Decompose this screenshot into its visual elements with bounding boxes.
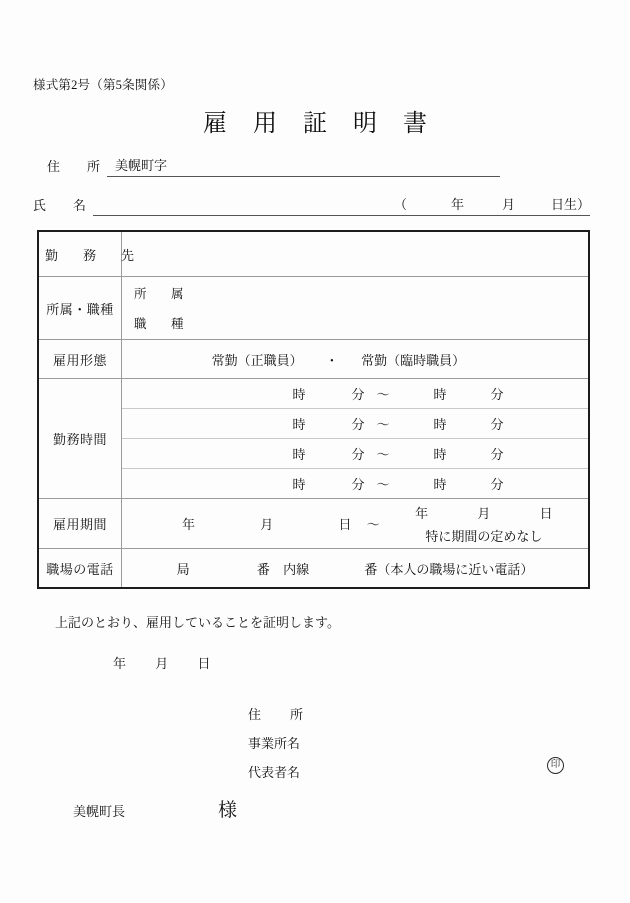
signing-date-year-label: 年 [113, 656, 127, 671]
sub-label-jobtype: 職 種 [134, 317, 190, 331]
hours-start-minute-label: 分 [351, 387, 365, 402]
employment-type-options [212, 350, 499, 369]
signature-representative-label: 代表者名 [248, 765, 301, 780]
hours-tilde: 〜 [376, 387, 390, 402]
row-label-workplace-phone: 職場の電話 [38, 549, 122, 589]
period-end-date-line [380, 503, 588, 526]
signing-date-day-label: 日 [197, 656, 211, 671]
working-hours-line-4[interactable] [122, 469, 588, 498]
row-value-department-jobtype[interactable] [122, 277, 590, 340]
addressee-title: 美幌町長 [73, 804, 126, 819]
birthdate-open-paren: （ [393, 197, 407, 212]
address-field-row [47, 155, 500, 177]
hours-tilde: 〜 [376, 477, 390, 492]
signature-office-row[interactable] [248, 728, 311, 757]
period-start-day-label: 日 [338, 517, 352, 532]
name-label: 氏 名 [33, 198, 94, 213]
table-row-employment-period [38, 499, 589, 549]
period-end-day-label: 日 [539, 505, 553, 521]
signature-address-label: 住 所 [248, 707, 312, 722]
hours-end-minute-label: 分 [490, 447, 504, 462]
period-group [122, 500, 588, 548]
working-hours-line-1[interactable] [122, 379, 588, 409]
working-hours-line-3[interactable] [122, 439, 588, 469]
hours-end-hour-label: 時 [433, 477, 447, 492]
employment-option-temporary[interactable]: 常勤（臨時職員） [361, 352, 466, 368]
employment-option-regular[interactable]: 常勤（正職員） [211, 352, 303, 368]
period-end-group [380, 503, 588, 545]
form-number: 様式第2号（第5条関係） [33, 78, 173, 92]
table-row-working-hours [38, 379, 589, 499]
birthdate-month-label: 月 [501, 197, 515, 212]
hours-end-minute-label: 分 [490, 387, 504, 402]
hours-start-minute-label: 分 [351, 417, 365, 432]
signing-date-month-label: 月 [155, 656, 169, 671]
period-tilde: 〜 [366, 517, 380, 532]
hours-end-hour-label: 時 [433, 417, 447, 432]
row-label-employment-type: 雇用形態 [38, 340, 122, 379]
addressee-row [73, 795, 237, 822]
signature-representative-row[interactable] [248, 757, 311, 786]
phone-exchange-label: 局 [176, 561, 190, 577]
birthdate-day-label: 日生） [550, 197, 590, 212]
row-value-employment-type[interactable] [122, 340, 590, 379]
signature-office-label: 事業所名 [248, 736, 301, 751]
hours-start-hour-label: 時 [292, 447, 306, 462]
signature-address-row[interactable] [248, 699, 311, 728]
table-row-workplace [38, 231, 589, 277]
hours-tilde: 〜 [376, 417, 390, 432]
birthdate-year-label: 年 [450, 197, 464, 212]
row-label-employment-period: 雇用期間 [38, 499, 122, 549]
employment-details-table [37, 230, 590, 589]
hours-start-minute-label: 分 [351, 447, 365, 462]
table-row-department-jobtype [38, 277, 589, 340]
hours-start-hour-label: 時 [292, 417, 306, 432]
row-value-employment-period[interactable] [122, 499, 590, 549]
hours-start-hour-label: 時 [292, 477, 306, 492]
period-start-year-label: 年 [182, 517, 196, 532]
period-end-month-label: 月 [477, 505, 491, 521]
name-field-row [33, 194, 590, 216]
address-label: 住 所 [47, 159, 108, 174]
hours-end-hour-label: 時 [433, 447, 447, 462]
row-value-workplace-phone[interactable] [122, 549, 590, 589]
row-label-working-hours: 勤務時間 [38, 379, 122, 499]
addressee-honorific: 様 [218, 800, 238, 821]
table-row-employment-type [38, 340, 589, 379]
hours-end-hour-label: 時 [433, 387, 447, 402]
signature-block [248, 699, 311, 786]
hours-end-minute-label: 分 [490, 477, 504, 492]
row-value-working-hours [122, 379, 590, 499]
phone-extension-label: 内線 [283, 561, 310, 577]
phone-group [122, 559, 588, 578]
address-value: 美幌町字 [115, 158, 168, 173]
employment-option-separator: ・ [325, 352, 339, 368]
table-row-workplace-phone [38, 549, 589, 589]
hours-tilde: 〜 [376, 447, 390, 462]
working-hours-line-2[interactable] [122, 409, 588, 439]
address-input-line[interactable] [107, 155, 500, 177]
birthdate-input-line[interactable] [388, 194, 590, 216]
name-input-line[interactable] [93, 194, 388, 216]
certification-statement: 上記のとおり、雇用していることを証明します。 [55, 615, 340, 630]
sub-label-department: 所 属 [134, 287, 190, 301]
period-start-month-label: 月 [260, 517, 274, 532]
hours-end-minute-label: 分 [490, 417, 504, 432]
page-title: 雇用証明書 [203, 111, 453, 137]
row-label-department-jobtype: 所属・職種 [38, 277, 122, 340]
hours-start-hour-label: 時 [292, 387, 306, 402]
phone-number-suffix-label: 番 [256, 561, 270, 577]
seal-stamp-icon: 印 [547, 757, 564, 774]
period-start-group [122, 514, 380, 533]
period-end-year-label: 年 [415, 505, 429, 521]
birthdate-group [388, 194, 590, 215]
signing-date-row[interactable] [113, 653, 211, 672]
row-value-workplace[interactable] [122, 231, 590, 277]
period-no-term-note[interactable]: 特に期間の定めなし [425, 528, 543, 544]
phone-extension-suffix-label: 番（本人の職場に近い電話） [364, 561, 534, 577]
hours-start-minute-label: 分 [351, 477, 365, 492]
row-label-workplace: 勤 務 先 [38, 231, 122, 277]
